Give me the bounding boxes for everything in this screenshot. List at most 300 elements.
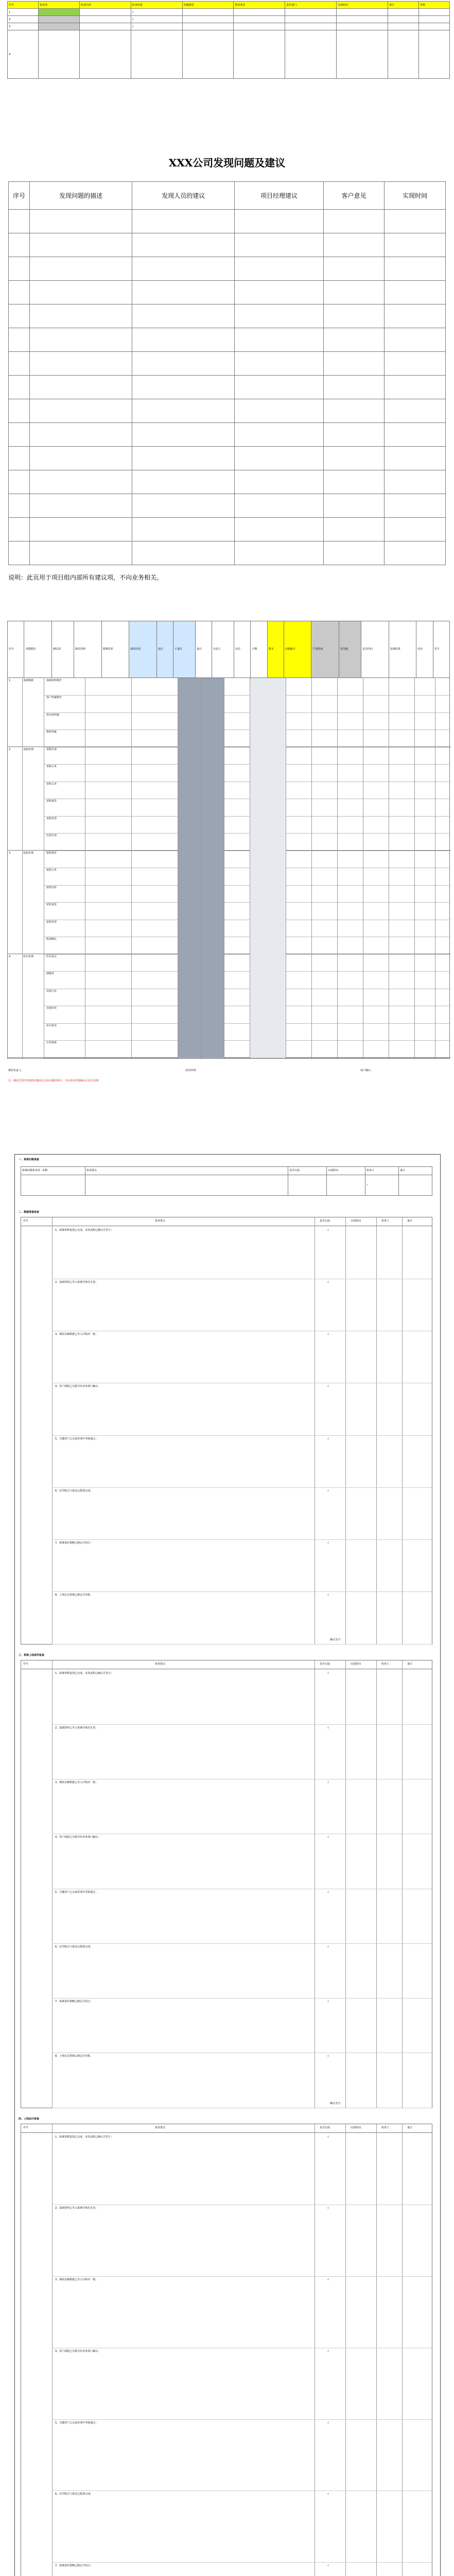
matrix-row-line (44, 764, 450, 765)
checklist-header: 是否完成 (288, 1167, 327, 1175)
checklist-block (21, 1217, 432, 1645)
matrix-test-item: 物料档案 (46, 731, 57, 734)
checklist-title-one: 一、系统切换准备 (19, 1158, 40, 1161)
findings-header-cell: 发现人员的建议 (132, 182, 235, 210)
matrix-column-line (414, 678, 415, 1059)
findings-cell (385, 399, 446, 423)
top-cell (337, 16, 388, 23)
findings-cell (235, 304, 323, 328)
findings-cell (235, 494, 323, 518)
findings-row (9, 304, 446, 328)
findings-cell (235, 399, 323, 423)
findings-cell (235, 447, 323, 470)
top-cell: 2 (8, 16, 39, 23)
findings-cell (30, 541, 132, 565)
matrix-header-cell: 严重程度 (311, 621, 339, 678)
matrix-header-cell: 备注 (196, 621, 212, 678)
checklist-column-line (376, 1217, 377, 1644)
top-cell (234, 23, 285, 30)
top-cell (234, 16, 285, 23)
findings-cell (323, 210, 385, 233)
checklist-block-header-cell: 完成时间 (351, 2126, 361, 2129)
checklist-section-title: 三、系统上线条件检查 (19, 1654, 45, 1657)
checklist-header: 检查要点 (85, 1167, 288, 1175)
matrix-module-name: 销售管理 (23, 852, 34, 855)
matrix-module-no: 2 (9, 748, 11, 751)
top-cell (182, 16, 234, 23)
findings-cell (30, 376, 132, 399)
findings-cell (132, 352, 235, 376)
top-cell (234, 9, 285, 16)
findings-cell (323, 541, 385, 565)
findings-cell (30, 281, 132, 304)
findings-cell (132, 399, 235, 423)
checklist-blocks (21, 1211, 432, 2576)
checklist-item-mark: √ (327, 1541, 329, 1545)
findings-cell (235, 328, 323, 352)
checklist-block (21, 2124, 432, 2576)
checklist-column-line (402, 1217, 403, 1644)
checklist-item: 2、基础资料已导入系统并核对无误； (55, 1281, 98, 1284)
matrix-test-item: 其他出库 (46, 1007, 57, 1010)
findings-row (9, 423, 446, 447)
findings-cell (323, 328, 385, 352)
checklist-item: 8、上线应急预案已制定并审批。 (55, 2055, 93, 2058)
matrix-test-item: 销售订单 (46, 869, 57, 872)
top-cell (418, 23, 449, 30)
checklist-block-header-cell: 检查要点 (155, 2126, 166, 2129)
findings-cell (385, 541, 446, 565)
findings-cell (323, 423, 385, 447)
matrix-test-item: 调拨单 (46, 972, 55, 975)
checklist-item: 5、关键用户已完成培训并考核通过； (55, 2421, 98, 2425)
matrix-header-cell: 版本 (267, 621, 284, 678)
matrix-column-line (311, 678, 312, 1059)
findings-cell (323, 518, 385, 541)
top-cell: 4 (8, 30, 39, 79)
matrix-footer-left: 测试负责人： (8, 1069, 24, 1072)
checklist-row-line (52, 2276, 432, 2277)
findings-cell (9, 281, 30, 304)
matrix-test-item: 基础资料维护 (46, 679, 62, 682)
matrix-row-line (44, 695, 450, 696)
matrix-header-cell: 序号 (8, 621, 24, 678)
checklist-item: 4、用户权限已分配并经业务部门确认； (55, 1385, 101, 1388)
findings-cell (132, 328, 235, 352)
checklist-item-mark: √ (327, 1489, 329, 1493)
matrix-header-cell: 测试用例 (74, 621, 101, 678)
checklist-item-mark: √ (327, 1891, 329, 1894)
checklist-item: 5、关键用户已完成培训并考核通过； (55, 1891, 98, 1894)
findings-cell (9, 423, 30, 447)
findings-cell (385, 447, 446, 470)
findings-row (9, 233, 446, 257)
top-header-cell: 完成时间 (337, 2, 388, 9)
matrix-header-cell: 测试项 (51, 621, 74, 678)
matrix-module-name: 基础数据 (23, 679, 34, 682)
checklist-cell (327, 1175, 365, 1196)
matrix-column-line (131, 678, 132, 1059)
findings-cell (323, 281, 385, 304)
checklist-item-mark: √ (327, 2055, 329, 2058)
checklist-item-mark: √ (327, 1385, 329, 1388)
findings-cell (30, 233, 132, 257)
findings-cell (9, 470, 30, 494)
checklist-column-line (345, 2124, 346, 2576)
checklist-block-header-cell: 检查要点 (155, 1663, 166, 1666)
checklist-block-header-cell: 检查人 (381, 1219, 390, 1223)
checklist-cell (288, 1175, 327, 1196)
checklist-block-header-cell: 备注 (407, 2126, 413, 2129)
top-cell (388, 30, 419, 79)
checklist-mark: √ (365, 1175, 399, 1196)
findings-cell (9, 328, 30, 352)
checklist-confirm: 确认签字： (330, 2102, 343, 2105)
findings-cell (385, 470, 446, 494)
checklist-item-mark: √ (327, 2000, 329, 2003)
checklist-cell (21, 1175, 85, 1196)
findings-cell (132, 518, 235, 541)
findings-title: XXX公司发现问题及建议 (168, 157, 286, 169)
findings-cell (235, 233, 323, 257)
top-sheet (0, 1, 454, 83)
checklist-item: 3、期初余额数据已导入并核对一致； (55, 1781, 98, 1784)
matrix-module (8, 851, 450, 954)
checklist-row-line (52, 1724, 432, 1725)
checklist-row-line (52, 1779, 432, 1780)
matrix-test-item: 采购申请 (46, 748, 57, 751)
top-sheet-table (7, 1, 450, 79)
findings-row (9, 376, 446, 399)
matrix-test-item: 采购发票 (46, 817, 57, 820)
checklist-item: 7、系统备份策略已制定并执行； (55, 1541, 93, 1545)
checklist-item-mark: √ (327, 1229, 329, 1232)
checklist-item-mark: √ (327, 2278, 329, 2281)
findings-row (9, 352, 446, 376)
findings-cell (9, 376, 30, 399)
checklist-item: 6、打印格式与报表已配置完成； (55, 1489, 93, 1493)
top-cell (418, 30, 449, 79)
checklist-row-line (52, 1591, 432, 1592)
checklist-item-mark: √ (327, 1594, 329, 1597)
checklist-item-mark: √ (327, 2421, 329, 2425)
matrix-footer-mid: 项目经理： (185, 1069, 199, 1072)
findings-header-cell: 项目经理建议 (235, 182, 323, 210)
checklist-block-header-cell: 是否完成 (320, 1219, 330, 1223)
checklist-block-header-cell: 序号 (23, 1663, 29, 1666)
matrix-test-item: 库存盘点 (46, 955, 57, 958)
top-cell (79, 9, 131, 16)
findings-cell (30, 210, 132, 233)
checklist-block-header (21, 1217, 432, 1226)
findings-cell (235, 352, 323, 376)
checklist-column-line (52, 1217, 53, 1644)
checklist-subtitle: 系统切换检查表（1期） (21, 1167, 85, 1175)
findings-row (9, 494, 446, 518)
checklist-confirm: 确认签字： (330, 1638, 343, 1641)
findings-cell (235, 518, 323, 541)
top-cell (285, 30, 337, 79)
checklist-block-header-cell: 是否完成 (320, 1663, 330, 1666)
checklist-block-header-cell: 序号 (23, 2126, 29, 2129)
findings-row (9, 328, 446, 352)
matrix-test-item: 客户档案维护 (46, 696, 62, 699)
matrix-header-cell: 测试结果 (129, 621, 157, 678)
matrix-header-cell: 是否回归 (361, 621, 389, 678)
findings-cell (323, 233, 385, 257)
matrix-module-no: 4 (9, 955, 11, 958)
matrix-column-line (22, 678, 23, 1059)
top-header-cell: 序号 (8, 2, 39, 9)
findings-cell (132, 304, 235, 328)
checklist-item-mark: √ (327, 1726, 329, 1730)
checklist-column-line (345, 1660, 346, 2108)
findings-cell (385, 494, 446, 518)
matrix-header-cell: 优先级 (339, 621, 361, 678)
top-cell (131, 30, 182, 79)
top-header-cell: 问题描述 (182, 2, 234, 9)
findings-header-cell: 序号 (9, 182, 30, 210)
checklist-top-table (21, 1166, 432, 1196)
matrix-module-name: 库存管理 (23, 955, 34, 958)
findings-cell (323, 494, 385, 518)
matrix-test-item: 付款申请 (46, 834, 57, 837)
matrix-footer-right: 客户确认： (360, 1069, 374, 1072)
matrix-test-item: 销售发票 (46, 921, 57, 924)
checklist-block-header-cell: 检查要点 (155, 1219, 166, 1223)
checklist-item: 1、系统参数设置已完成，业务流程已确认并签字； (55, 2136, 114, 2139)
findings-cell (132, 233, 235, 257)
matrix-header-cell: 结论 (416, 621, 433, 678)
findings-cell (323, 376, 385, 399)
findings-cell (323, 470, 385, 494)
findings-row (9, 399, 446, 423)
top-cell (388, 16, 419, 23)
findings-row (9, 257, 446, 281)
matrix-header-cell: 问题编号 (284, 621, 311, 678)
findings-cell (132, 494, 235, 518)
checklist-block-header-cell: 完成时间 (351, 1663, 361, 1666)
checklist-block-header-cell: 检查人 (381, 2126, 390, 2129)
checklist-block-header-cell: 完成时间 (351, 1219, 361, 1223)
findings-section (0, 155, 454, 592)
matrix-row-line (44, 833, 450, 834)
matrix-test-item: 采购退货 (46, 800, 57, 803)
findings-cell (30, 447, 132, 470)
findings-cell (385, 233, 446, 257)
checklist-item-mark: √ (327, 2350, 329, 2353)
findings-row (9, 541, 446, 565)
matrix-header-cell: 签字 (433, 621, 449, 678)
findings-cell (30, 470, 132, 494)
checklist-item: 3、期初余额数据已导入并核对一致； (55, 2278, 98, 2281)
findings-cell (30, 352, 132, 376)
matrix-status-column (250, 954, 286, 1058)
top-cell (182, 9, 234, 16)
checklist-block-header-cell: 序号 (23, 1219, 29, 1223)
matrix-body (7, 677, 450, 1059)
checklist-column-line (376, 1660, 377, 2108)
matrix-module-no: 1 (9, 679, 11, 682)
checklist-item: 5、关键用户已完成培训并考核通过； (55, 1437, 98, 1440)
checklist-item: 4、用户权限已分配并经业务部门确认； (55, 1836, 101, 1839)
top-cell (418, 16, 449, 23)
matrix-header-cell: 日期 (251, 621, 267, 678)
checklist-item: 6、打印格式与报表已配置完成； (55, 1945, 93, 1948)
top-cell: 3 (8, 23, 39, 30)
matrix-module (8, 954, 450, 1058)
matrix-test-item: 收款确认 (46, 938, 57, 941)
top-cell (79, 16, 131, 23)
findings-cell (235, 541, 323, 565)
top-cell: √ (131, 23, 182, 30)
findings-cell (132, 447, 235, 470)
matrix-test-item: 库存报表 (46, 1024, 57, 1027)
top-cell (337, 23, 388, 30)
top-cell: √ (131, 9, 182, 16)
findings-cell (132, 376, 235, 399)
checklist-row-line (52, 2490, 432, 2491)
matrix-column-line (337, 678, 338, 1059)
findings-cell (30, 399, 132, 423)
top-cell (285, 16, 337, 23)
findings-note: 说明：此页用于项目组内部所有建议项，不向业务相关。 (8, 574, 163, 581)
findings-cell (385, 304, 446, 328)
checklist-item: 2、基础资料已导入系统并核对无误； (55, 2207, 98, 2210)
checklist-item: 4、用户权限已分配并经业务部门确认； (55, 2350, 101, 2353)
findings-row (9, 281, 446, 304)
top-cell (38, 23, 79, 30)
findings-cell (132, 423, 235, 447)
findings-cell (385, 328, 446, 352)
findings-cell (9, 399, 30, 423)
findings-cell (132, 210, 235, 233)
top-cell (234, 30, 285, 79)
findings-cell (9, 352, 30, 376)
checklist-header: 备注 (399, 1167, 432, 1175)
top-cell (388, 9, 419, 16)
top-cell (418, 9, 449, 16)
checklist-row-line (52, 1943, 432, 1944)
findings-cell (9, 304, 30, 328)
checklist-item: 1、系统参数设置已完成，业务流程已确认并签字； (55, 1229, 114, 1232)
findings-cell (132, 541, 235, 565)
checklist-section-title: 二、数据准备检查 (19, 1211, 40, 1214)
matrix-test-item: 销售退货 (46, 903, 57, 906)
checklist-column-line (402, 1660, 403, 2108)
findings-cell (385, 376, 446, 399)
checklist-row-line (52, 1644, 432, 1645)
findings-cell (385, 423, 446, 447)
checklist-item-mark: √ (327, 1781, 329, 1784)
matrix-module (8, 747, 450, 851)
matrix-header-cell: 功能模块 (24, 621, 52, 678)
checklist-item-mark: √ (327, 1333, 329, 1336)
findings-cell (9, 233, 30, 257)
checklist-column-line (52, 2124, 53, 2576)
matrix-row-line (44, 971, 450, 972)
checklist-item: 6、打印格式与报表已配置完成； (55, 2493, 93, 2496)
checklist-row-line (52, 1539, 432, 1540)
findings-cell (385, 281, 446, 304)
top-header-cell: 检查内容 (79, 2, 131, 9)
matrix-test-item: 销售报价 (46, 852, 57, 855)
findings-cell (9, 518, 30, 541)
findings-cell (385, 352, 446, 376)
findings-cell (30, 423, 132, 447)
findings-cell (9, 257, 30, 281)
checklist-item-mark: √ (327, 1281, 329, 1284)
checklist-item-mark: √ (327, 1836, 329, 1839)
findings-cell (30, 304, 132, 328)
matrix-module (8, 678, 450, 747)
top-cell (337, 9, 388, 16)
top-cell (79, 23, 131, 30)
matrix-header-cell: 状态 (234, 621, 251, 678)
findings-cell (323, 304, 385, 328)
matrix-test-item: 存货核算 (46, 1041, 57, 1044)
matrix-row-line (44, 816, 450, 817)
matrix-row-line (44, 1023, 450, 1024)
matrix-footer-note: 注：测试过程中发现的问题需记录在问题清单中，并由项目经理确认后进行处理。 (8, 1079, 101, 1082)
findings-cell (323, 257, 385, 281)
findings-header-cell: 客户意见 (323, 182, 385, 210)
matrix-status-column (250, 678, 286, 747)
findings-header-cell: 实现时间 (385, 182, 446, 210)
checklist-block-header-cell: 是否完成 (320, 2126, 330, 2129)
checklist-item: 7、系统备份策略已制定并执行； (55, 2564, 93, 2567)
matrix-module-name: 采购管理 (23, 748, 34, 751)
top-cell (182, 30, 234, 79)
findings-header-cell: 发现问题的描述 (30, 182, 132, 210)
findings-cell (132, 470, 235, 494)
findings-cell (9, 541, 30, 565)
matrix-header-table (7, 621, 450, 678)
findings-cell (323, 447, 385, 470)
matrix-test-item: 供应商档案 (46, 714, 60, 717)
matrix-test-item: 采购订单 (46, 765, 57, 768)
checklist-column-line (402, 2124, 403, 2576)
checklist-item-mark: √ (327, 2207, 329, 2210)
top-cell (38, 30, 79, 79)
checklist-item: 8、上线应急预案已制定并审批。 (55, 1594, 93, 1597)
top-cell (388, 23, 419, 30)
top-cell (337, 30, 388, 79)
matrix-header-cell: 负责人 (212, 621, 234, 678)
top-header-cell: 备注 (388, 2, 419, 9)
top-cell: 1 (8, 9, 39, 16)
top-header-cell: 检查项 (38, 2, 79, 9)
checklist-block-header-cell: 备注 (407, 1219, 413, 1223)
findings-row (9, 447, 446, 470)
findings-cell (235, 376, 323, 399)
top-header-cell: 检查结果 (131, 2, 182, 9)
top-header-cell: 审核 (418, 2, 449, 9)
checklist-row-line (52, 1487, 432, 1488)
matrix-header-cell: 不通过 (173, 621, 196, 678)
findings-cell (132, 281, 235, 304)
findings-cell (385, 210, 446, 233)
findings-cell (9, 210, 30, 233)
checklist-row-line (52, 2562, 432, 2563)
checklist-item: 7、系统备份策略已制定并执行； (55, 2000, 93, 2003)
checklist-row-line (52, 1435, 432, 1436)
findings-row (9, 518, 446, 541)
findings-cell (132, 257, 235, 281)
matrix-test-item: 采购入库 (46, 783, 57, 786)
findings-cell (323, 352, 385, 376)
checklist-block-header (21, 2124, 432, 2133)
